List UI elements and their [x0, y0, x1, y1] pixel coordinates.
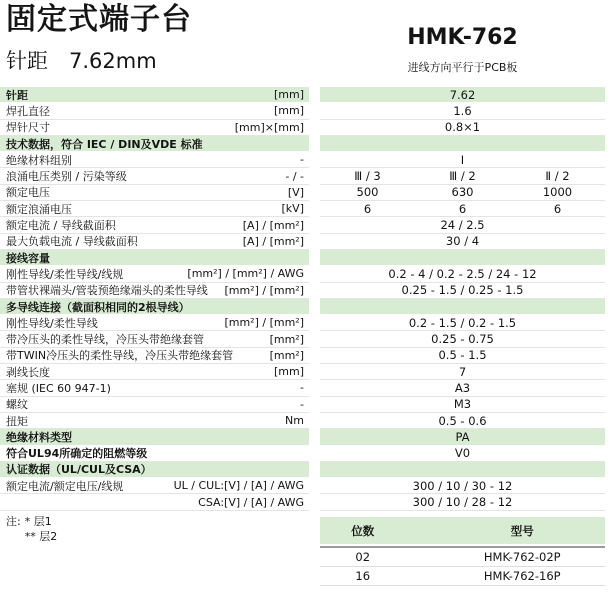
column-gap — [309, 217, 320, 233]
row-value: V0 — [454, 446, 471, 461]
spec-row — [0, 364, 612, 380]
column-gap — [309, 397, 320, 413]
row-value: 630 — [451, 185, 474, 200]
row-unit: - — [300, 397, 304, 411]
row-value: 1000 — [542, 185, 573, 200]
row-label-cell — [0, 217, 309, 233]
column-gap — [309, 446, 320, 462]
order-positions-cell: 16 — [355, 569, 371, 583]
spec-row — [0, 266, 612, 282]
row-value-cell — [320, 266, 605, 282]
row-label: 带管状裸端头/管装预绝缘端头的柔性导线 — [6, 284, 208, 298]
row-label: 额定电流 / 导线截面积 — [6, 219, 116, 233]
order-positions-cell: 02 — [355, 550, 371, 564]
row-label: 带TWIN冷压头的柔性导线，冷压头带绝缘套管 — [6, 349, 234, 363]
row-label-cell — [0, 283, 309, 299]
row-value: 0.8×1 — [444, 120, 481, 135]
row-label: 绝缘材料组别 — [6, 153, 72, 167]
row-label-cell — [0, 136, 309, 152]
row-value-cell — [320, 87, 605, 103]
spec-section-row — [0, 136, 612, 152]
row-value-cell — [320, 364, 605, 380]
column-gap — [309, 348, 320, 364]
row-value-cell — [320, 217, 605, 233]
row-value: 6 — [458, 201, 467, 216]
model-block — [320, 26, 605, 75]
row-unit: [mm²] — [269, 348, 304, 362]
spec-row — [0, 348, 612, 364]
row-value: 1.6 — [453, 103, 472, 118]
row-label-cell — [0, 331, 309, 347]
spec-row — [0, 103, 612, 119]
row-label-cell — [0, 266, 309, 282]
spec-row — [0, 283, 612, 299]
model-name: HMK-762 — [407, 25, 518, 50]
column-gap — [309, 168, 320, 184]
page-title: 固定式端子台 — [6, 2, 192, 37]
row-value: Ⅲ / 2 — [449, 169, 476, 184]
row-label-cell — [0, 201, 309, 217]
row-label: 额定电流/额定电压/线规 — [6, 479, 124, 493]
footnote — [6, 514, 57, 544]
row-label-cell — [0, 250, 309, 266]
row-label: 刚性导线/柔性导线/线规 — [6, 267, 124, 281]
row-value-cell — [320, 201, 605, 217]
row-label: 接线容量 — [6, 251, 50, 265]
row-unit: [mm²] / [mm²] / AWG — [187, 267, 304, 281]
spec-table — [0, 87, 612, 511]
spec-row — [0, 168, 612, 184]
row-value: I — [460, 152, 465, 167]
column-gap — [309, 331, 320, 347]
row-label: 焊孔直径 — [6, 104, 50, 118]
row-label-cell — [0, 478, 309, 494]
row-label-cell — [0, 462, 309, 478]
row-label-cell — [0, 168, 309, 184]
row-value-cell — [320, 446, 605, 462]
row-label-cell — [0, 120, 309, 136]
row-value-cell — [320, 103, 605, 119]
row-label: 符合UL94所确定的阻燃等级 — [6, 447, 148, 461]
row-value: 24 / 2.5 — [440, 218, 485, 233]
row-label: 认证数据（UL/CUL及CSA） — [6, 463, 152, 477]
row-value: 6 — [553, 201, 562, 216]
row-value-cell — [320, 299, 605, 315]
order-table — [320, 517, 605, 586]
row-label-cell — [0, 494, 309, 510]
column-gap — [309, 120, 320, 136]
spec-row — [0, 185, 612, 201]
row-label-cell — [0, 234, 309, 250]
column-gap — [309, 413, 320, 429]
row-unit: - / - — [285, 169, 304, 183]
row-label-cell — [0, 380, 309, 396]
row-label-cell — [0, 364, 309, 380]
row-label: 扭矩 — [6, 414, 28, 428]
row-value: 7 — [458, 364, 467, 379]
column-gap — [309, 201, 320, 217]
row-value: M3 — [453, 397, 472, 412]
row-value: 7.62 — [449, 87, 476, 102]
row-label: 焊针尺寸 — [6, 121, 50, 135]
row-unit: - — [300, 381, 304, 395]
row-unit: [kV] — [281, 202, 304, 216]
row-value-cell — [320, 120, 605, 136]
row-value: 0.2 - 4 / 0.2 - 2.5 / 24 - 12 — [388, 266, 537, 281]
row-label: 带冷压头的柔性导线，冷压头带绝缘套管 — [6, 333, 204, 347]
spec-row — [0, 87, 612, 103]
column-gap — [309, 250, 320, 266]
order-row — [320, 548, 605, 567]
row-value-cell — [320, 494, 605, 510]
row-unit: [mm]×[mm] — [234, 120, 304, 134]
column-gap — [309, 315, 320, 331]
column-gap — [309, 87, 320, 103]
row-value: 0.25 - 1.5 / 0.25 - 1.5 — [401, 283, 524, 298]
row-value: 0.25 - 0.75 — [431, 332, 494, 347]
order-type-cell: HMK-762-02P — [483, 550, 561, 564]
row-value: 30 / 4 — [445, 234, 480, 249]
spec-row — [0, 413, 612, 429]
row-unit: UL / CUL:[V] / [A] / AWG — [173, 479, 304, 493]
row-label: 额定电压 — [6, 186, 50, 200]
row-unit: [mm] — [273, 365, 304, 379]
order-header-type: 型号 — [510, 523, 534, 538]
order-table-body — [320, 546, 605, 586]
row-label: 刚性导线/柔性导线 — [6, 316, 98, 330]
row-value-cell — [320, 380, 605, 396]
column-gap — [309, 152, 320, 168]
spec-section-row — [0, 250, 612, 266]
model-orientation-note: 进线方向平行于PCB板 — [407, 61, 518, 74]
row-value-cell — [320, 136, 605, 152]
row-value: 300 / 10 / 28 - 12 — [412, 495, 513, 510]
spec-row — [0, 331, 612, 347]
row-label: 额定浪涌电压 — [6, 202, 72, 216]
row-value-cell — [320, 429, 605, 445]
row-value-cell — [320, 478, 605, 494]
row-value-cell — [320, 152, 605, 168]
row-unit: CSA:[V] / [A] / AWG — [198, 495, 304, 509]
column-gap — [309, 283, 320, 299]
row-value-cell — [320, 331, 605, 347]
footnote-line: * 层1 — [24, 515, 52, 528]
spec-row — [0, 397, 612, 413]
row-label-cell — [0, 413, 309, 429]
row-label: 螺纹 — [6, 398, 28, 412]
row-label-cell — [0, 152, 309, 168]
row-label-cell — [0, 299, 309, 315]
row-value-cell — [320, 283, 605, 299]
column-gap — [309, 478, 320, 494]
row-label-cell — [0, 446, 309, 462]
row-label-cell — [0, 397, 309, 413]
column-gap — [309, 266, 320, 282]
row-unit: [mm²] — [269, 332, 304, 346]
spec-section-row — [0, 299, 612, 315]
spec-row — [0, 429, 612, 445]
spec-section-row — [0, 462, 612, 478]
row-value: 6 — [363, 201, 372, 216]
row-value: Ⅲ / 3 — [354, 169, 381, 184]
row-value: 300 / 10 / 30 - 12 — [412, 478, 513, 493]
row-value-cell — [320, 315, 605, 331]
spec-row — [0, 217, 612, 233]
column-gap — [309, 429, 320, 445]
row-label-cell — [0, 348, 309, 364]
footnote-prefix: 注: — [6, 515, 21, 528]
column-gap — [309, 299, 320, 315]
row-value-cell — [320, 185, 605, 201]
row-unit: Nm — [285, 414, 304, 428]
spec-row — [0, 201, 612, 217]
order-table-header — [320, 517, 605, 544]
column-gap — [309, 185, 320, 201]
page-subtitle: 针距 7.62mm — [6, 49, 157, 73]
column-gap — [309, 494, 320, 510]
row-label-cell — [0, 185, 309, 201]
row-unit: [A] / [mm²] — [242, 218, 304, 232]
row-label: 针距 — [6, 88, 28, 102]
spec-row — [0, 380, 612, 396]
row-value-cell — [320, 348, 605, 364]
row-value: 0.5 - 1.5 — [438, 348, 487, 363]
row-value: 0.2 - 1.5 / 0.2 - 1.5 — [408, 315, 517, 330]
row-value-cell — [320, 397, 605, 413]
row-unit: [mm] — [273, 88, 304, 102]
row-value-cell — [320, 168, 605, 184]
row-unit: [mm²] / [mm²] — [224, 316, 304, 330]
row-unit: [V] — [287, 185, 304, 199]
spec-row — [0, 234, 612, 250]
spec-row — [0, 494, 612, 510]
row-value: A3 — [454, 380, 471, 395]
row-value-cell — [320, 462, 605, 478]
row-value: Ⅱ / 2 — [545, 169, 570, 184]
row-label: 技术数据，符合 IEC / DIN及VDE 标准 — [6, 137, 203, 151]
row-label: 最大负载电流 / 导线截面积 — [6, 235, 138, 249]
spec-row — [0, 478, 612, 494]
column-gap — [309, 380, 320, 396]
row-label: 浪涌电压类别 / 污染等级 — [6, 170, 127, 184]
row-unit: [mm] — [273, 104, 304, 118]
row-label: 多导线连接（截面积相同的2根导线） — [6, 300, 190, 314]
row-value: 0.5 - 0.6 — [438, 413, 487, 428]
footnote-lines — [25, 514, 58, 544]
row-unit: - — [300, 153, 304, 167]
row-value-cell — [320, 413, 605, 429]
column-gap — [309, 364, 320, 380]
row-label: 绝缘材料类型 — [6, 430, 72, 444]
column-gap — [309, 136, 320, 152]
spec-row — [0, 446, 612, 462]
column-gap — [309, 462, 320, 478]
row-label: 塞规 (IEC 60 947-1) — [6, 382, 111, 395]
row-label-cell — [0, 429, 309, 445]
order-header-positions: 位数 — [351, 523, 375, 538]
row-unit: [A] / [mm²] — [242, 234, 304, 248]
spec-row — [0, 315, 612, 331]
footnote-line: ** 层2 — [24, 530, 58, 543]
row-value-cell — [320, 234, 605, 250]
row-label-cell — [0, 87, 309, 103]
row-value: 500 — [356, 185, 379, 200]
row-label-cell — [0, 315, 309, 331]
column-gap — [309, 234, 320, 250]
spec-row — [0, 120, 612, 136]
row-unit: [mm²] / [mm²] — [224, 283, 304, 297]
spec-row — [0, 152, 612, 168]
row-label: 剥线长度 — [6, 365, 50, 379]
row-label-cell — [0, 103, 309, 119]
row-value: PA — [455, 429, 470, 444]
row-value-cell — [320, 250, 605, 266]
column-gap — [309, 103, 320, 119]
order-type-cell: HMK-762-16P — [483, 569, 561, 583]
order-row — [320, 567, 605, 586]
